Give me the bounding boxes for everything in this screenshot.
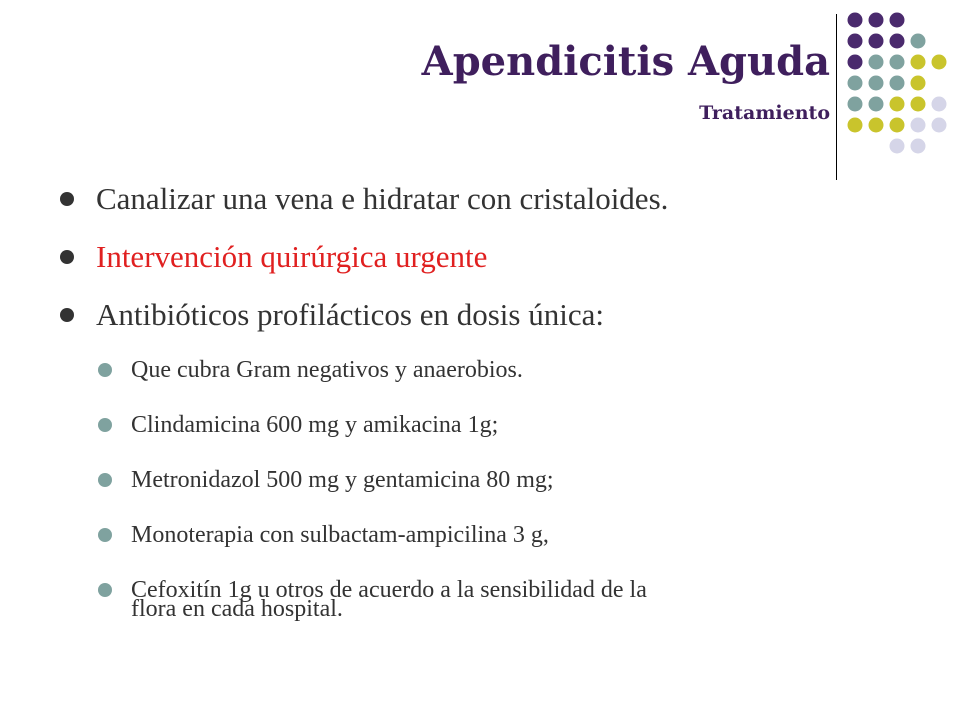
- bullet-item-hydration: Canalizar una vena e hidratar con cristaloides.: [96, 181, 669, 216]
- grid-dot: [911, 118, 926, 133]
- sub-bullet-dot: [98, 363, 112, 377]
- sub-bullet-dot: [98, 418, 112, 432]
- decorative-dot-grid: [846, 6, 956, 156]
- sub-bullet-cefoxitin-continuation: flora en cada hospital.: [131, 596, 343, 622]
- sub-bullet-gram: Que cubra Gram negativos y anaerobios.: [131, 357, 523, 383]
- grid-dot: [890, 139, 905, 154]
- grid-dot: [869, 97, 884, 112]
- bullet-dot: [60, 192, 74, 206]
- grid-dot: [869, 118, 884, 133]
- grid-dot: [932, 55, 947, 70]
- grid-dot: [869, 13, 884, 28]
- grid-dot: [911, 34, 926, 49]
- grid-dot: [911, 97, 926, 112]
- slide-subtitle: Tratamiento: [699, 102, 830, 124]
- grid-dot: [932, 118, 947, 133]
- grid-dot: [890, 34, 905, 49]
- grid-dot: [911, 76, 926, 91]
- sub-bullet-metronidazol: Metronidazol 500 mg y gentamicina 80 mg;: [131, 467, 554, 493]
- grid-dot: [911, 139, 926, 154]
- bullet-item-surgery: Intervención quirúrgica urgente: [96, 239, 488, 274]
- bullet-item-antibiotics: Antibióticos profilácticos en dosis única:: [96, 297, 604, 332]
- grid-dot: [890, 13, 905, 28]
- sub-bullet-dot: [98, 473, 112, 487]
- title-divider: [836, 14, 837, 180]
- sub-bullet-cefoxitin: Cefoxitín 1g u otros de acuerdo a la sensibilidad de la: [131, 577, 647, 603]
- sub-bullet-monoterapia: Monoterapia con sulbactam-ampicilina 3 g,: [131, 522, 549, 548]
- grid-dot: [848, 55, 863, 70]
- grid-dot: [869, 76, 884, 91]
- grid-dot: [848, 97, 863, 112]
- grid-dot: [848, 118, 863, 133]
- sub-bullet-dot: [98, 583, 112, 597]
- grid-dot: [890, 76, 905, 91]
- grid-dot: [848, 76, 863, 91]
- bullet-dot: [60, 308, 74, 322]
- grid-dot: [932, 97, 947, 112]
- grid-dot: [869, 34, 884, 49]
- grid-dot: [848, 13, 863, 28]
- grid-dot: [890, 118, 905, 133]
- grid-dot: [848, 34, 863, 49]
- grid-dot: [890, 55, 905, 70]
- sub-bullet-dot: [98, 528, 112, 542]
- bullet-dot: [60, 250, 74, 264]
- grid-dot: [911, 55, 926, 70]
- grid-dot: [869, 55, 884, 70]
- slide-title: Apendicitis Aguda: [421, 38, 830, 85]
- sub-bullet-clindamicina: Clindamicina 600 mg y amikacina 1g;: [131, 412, 499, 438]
- grid-dot: [890, 97, 905, 112]
